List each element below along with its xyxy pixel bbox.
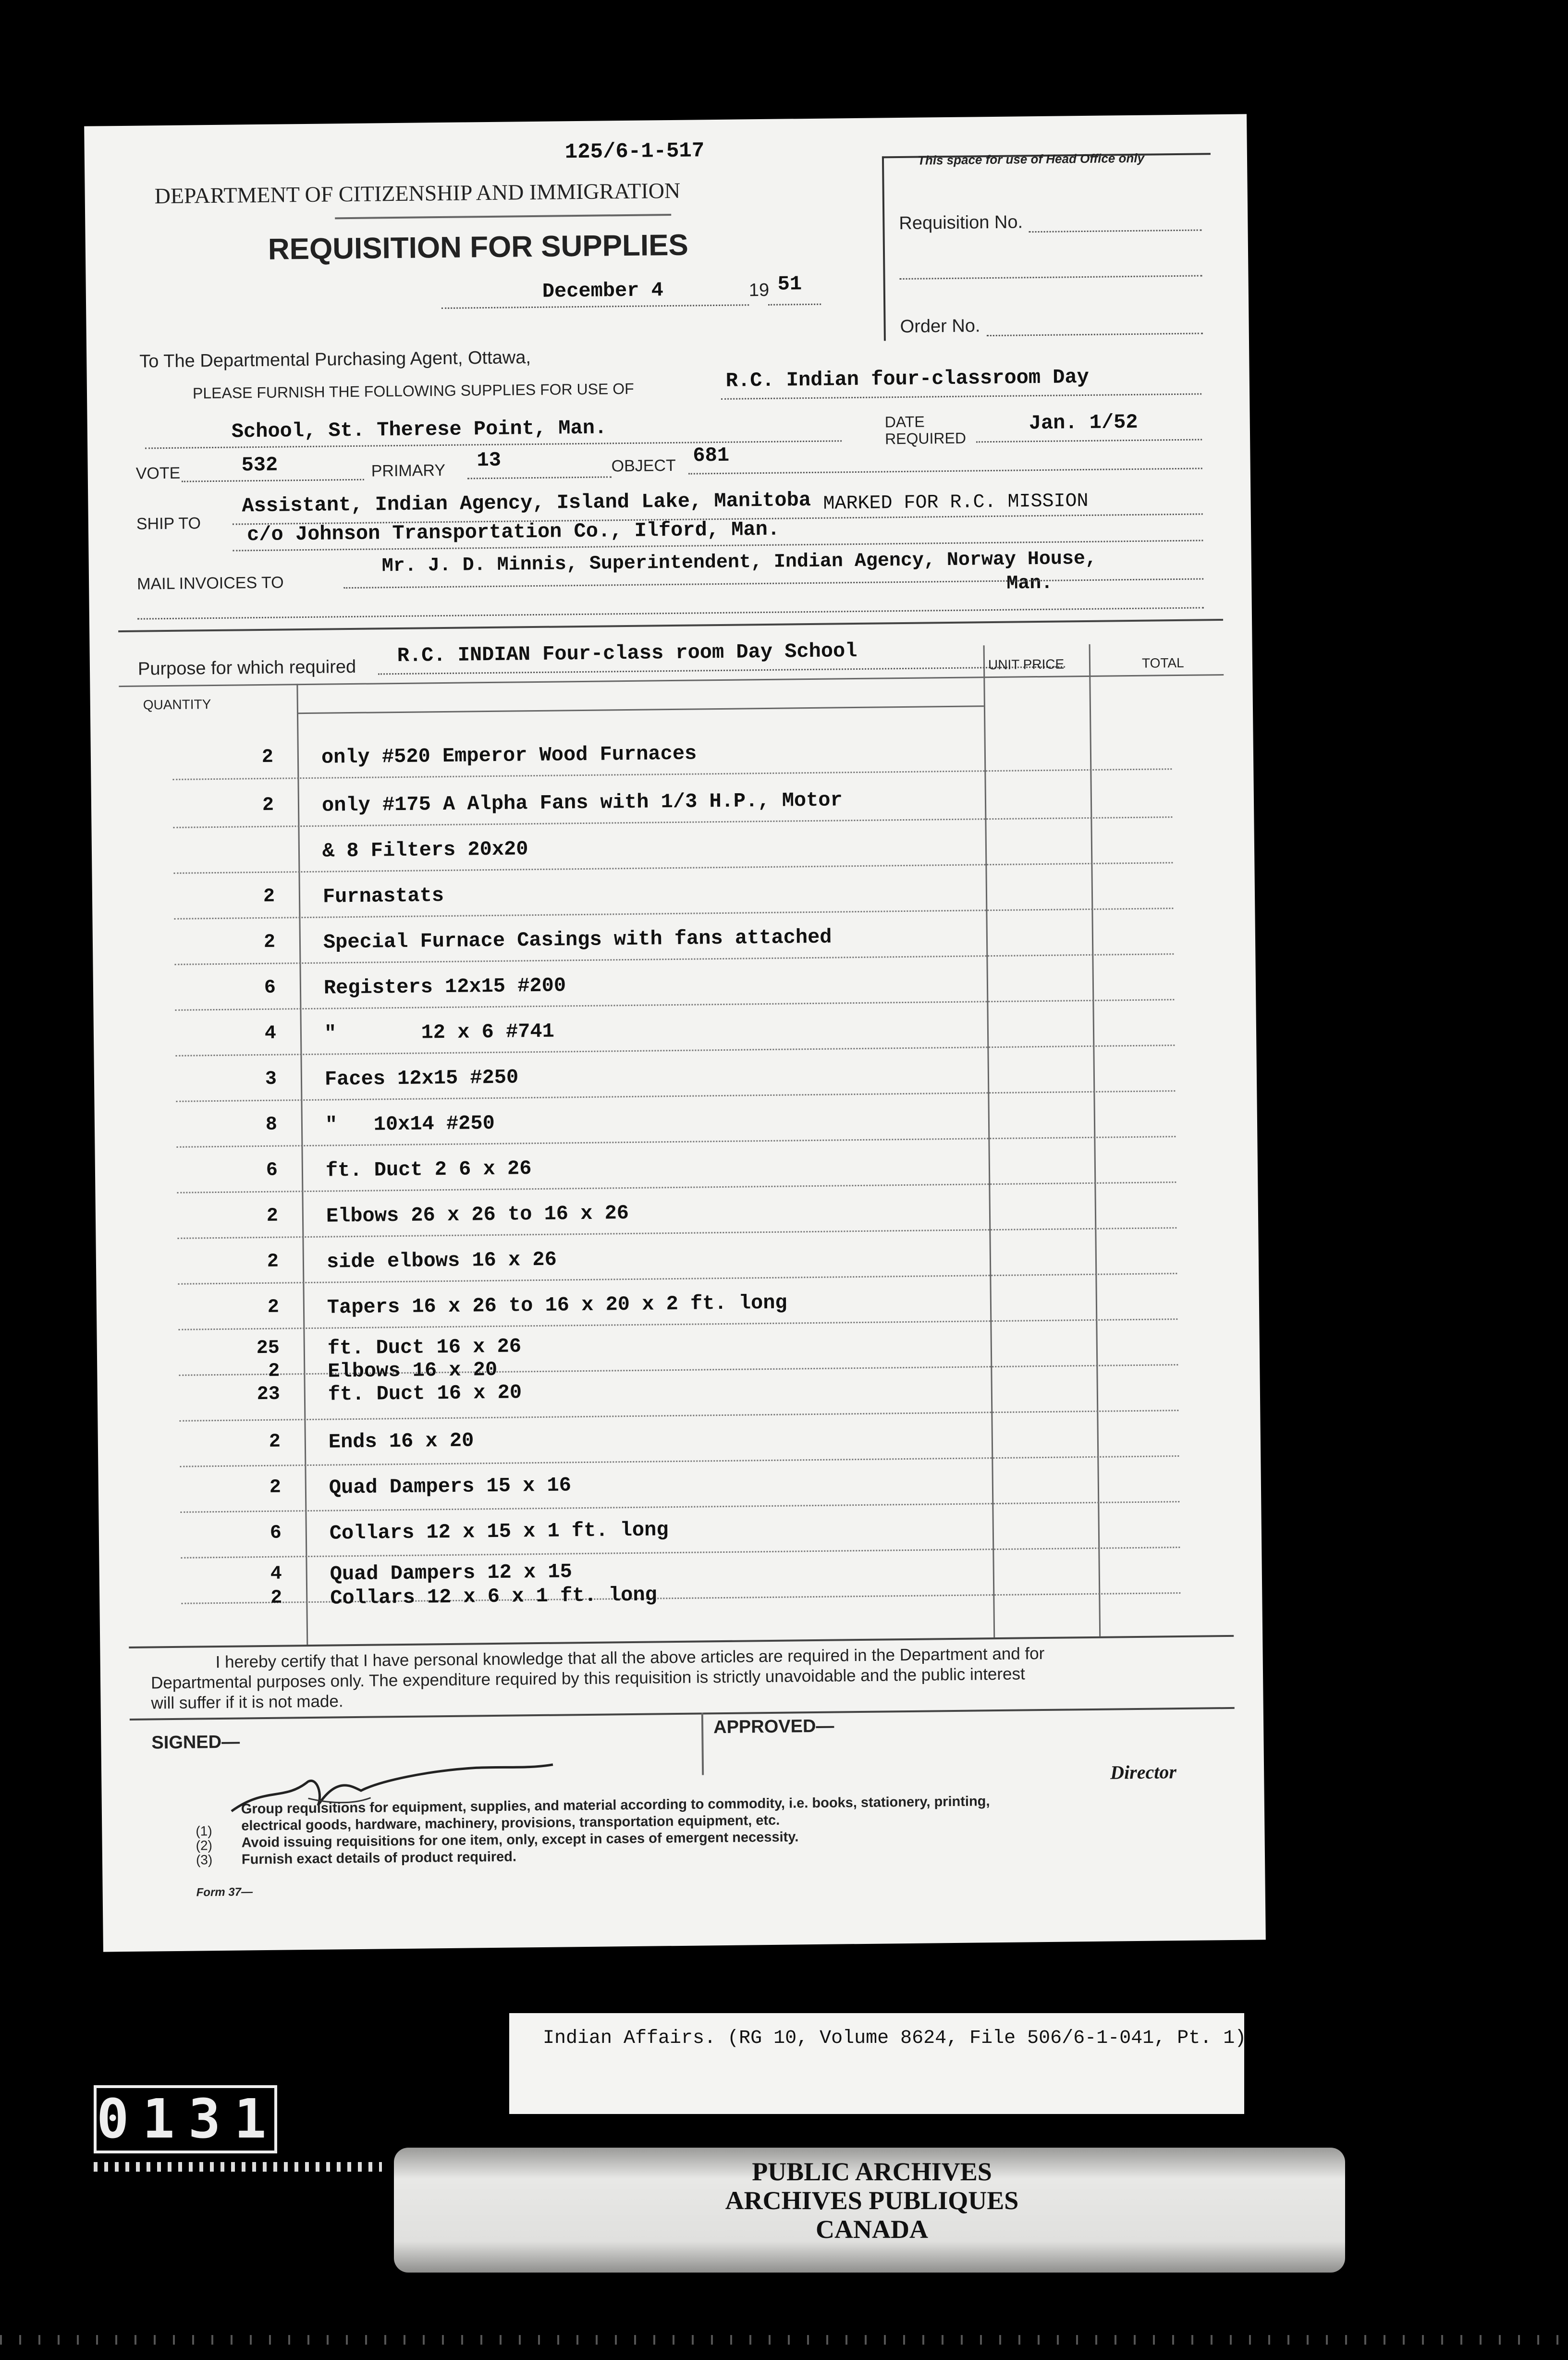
item-quantity: 2 <box>263 885 275 908</box>
date-day: December 4 <box>542 279 664 303</box>
item-quantity: 4 <box>270 1563 282 1585</box>
mail-invoices-line <box>343 578 1203 589</box>
archive-citation-strip <box>509 2013 1247 2114</box>
primary-value: 13 <box>477 448 502 472</box>
mail-invoices-value-1: Mr. J. D. Minnis, Superintendent, Indian Agency, Norway House, <box>381 548 1097 578</box>
item-quantity: 6 <box>266 1159 278 1181</box>
item-quantity: 2 <box>266 1205 279 1227</box>
item-description: only #520 Emperor Wood Furnaces <box>321 742 697 769</box>
archive-citation: Indian Affairs. (RG 10, Volume 8624, File 506/6-1-041, Pt. 1) <box>543 2028 1247 2049</box>
archives-stamp <box>644 2157 1100 2244</box>
note-1-number: (1) <box>196 1823 212 1839</box>
note-1-text-a: Group requisitions for equipment, supplies, and material according to commodity, i.e. books, stationery, printing, <box>241 1794 990 1817</box>
approved-label: APPROVED— <box>713 1716 834 1738</box>
purpose-value: R.C. INDIAN Four-class room Day School <box>397 639 858 668</box>
order-no-line <box>987 332 1203 336</box>
item-quantity: 2 <box>270 1587 282 1609</box>
item-quantity: 2 <box>263 931 276 953</box>
item-description: & 8 Filters 20x20 <box>322 837 528 863</box>
archives-line-1: PUBLIC ARCHIVES <box>752 2157 992 2186</box>
purpose-line <box>378 666 1065 675</box>
object-label: OBJECT <box>611 456 676 476</box>
form-number: Form 37— <box>196 1885 253 1899</box>
form-title: REQUISITION FOR SUPPLIES <box>268 228 689 266</box>
item-quantity: 2 <box>262 794 274 816</box>
frame-ticks <box>94 2162 382 2172</box>
col-unit-price: UNIT PRICE <box>988 656 1065 673</box>
item-quantity: 25 <box>256 1337 280 1360</box>
to-line: To The Departmental Purchasing Agent, Ottawa, <box>139 347 531 372</box>
item-quantity: 2 <box>268 1360 280 1382</box>
archives-stamp-band <box>394 2148 1345 2273</box>
note-3-number: (3) <box>196 1852 213 1868</box>
head-office-box <box>882 150 1213 341</box>
item-description: Quad Dampers 15 x 16 <box>329 1474 572 1500</box>
note-2-number: (2) <box>196 1838 213 1853</box>
date-required-label-2: REQUIRED <box>884 429 967 448</box>
col-quantity: QUANTITY <box>143 697 211 713</box>
item-description: Quad Dampers 12 x 15 <box>330 1560 573 1586</box>
date-required-label-1: DATE <box>884 413 925 431</box>
primary-label: PRIMARY <box>371 461 446 480</box>
purpose-label: Purpose for which required <box>137 656 356 679</box>
date-year-prefix: 19 <box>748 280 770 301</box>
vote-line <box>182 479 364 482</box>
row-rule <box>179 1410 1178 1422</box>
item-description: ft. Duct 16 x 20 <box>328 1381 522 1406</box>
order-no-label: Order No. <box>900 316 980 337</box>
head-office-caption: This space for use of Head Office only <box>917 150 1145 168</box>
requisition-no-label: Requisition No. <box>899 212 1023 234</box>
item-description: Collars 12 x 15 x 1 ft. long <box>329 1518 669 1545</box>
item-description: Tapers 16 x 26 to 16 x 20 x 2 ft. long <box>327 1291 787 1319</box>
furnish-label: PLEASE FURNISH THE FOLLOWING SUPPLIES FOR USE OF <box>192 380 634 402</box>
item-quantity: 8 <box>265 1114 278 1136</box>
item-quantity <box>178 840 274 841</box>
ship-to-value-1: Assistant, Indian Agency, Island Lake, Manitoba <box>242 488 811 518</box>
item-description: Furnastats <box>322 884 444 909</box>
requisition-no-line <box>1029 229 1202 233</box>
item-quantity: 2 <box>269 1476 282 1499</box>
item-description: Elbows 16 x 20 <box>328 1358 498 1383</box>
ship-to-mark: MARKED FOR R.C. MISSION <box>823 490 1089 515</box>
item-quantity: 2 <box>261 746 274 768</box>
ship-to-value-2: c/o Johnson Transportation Co., Ilford, Man. <box>246 517 780 547</box>
furnish-value-2: School, St. Therese Point, Man. <box>231 416 607 443</box>
item-quantity: 6 <box>264 977 276 999</box>
certification-line-3: will suffer if it is not made. <box>151 1692 343 1713</box>
table-bottom-rule <box>129 1635 1234 1648</box>
signed-label: SIGNED— <box>151 1732 240 1753</box>
item-description: Registers 12x15 #200 <box>323 974 566 1000</box>
item-quantity: 2 <box>267 1296 280 1318</box>
item-quantity: 4 <box>264 1022 277 1045</box>
vote-label: VOTE <box>135 464 181 483</box>
item-description: ft. Duct 2 6 x 26 <box>325 1157 532 1182</box>
requisition-no-line-2 <box>900 275 1202 280</box>
divider <box>335 214 671 219</box>
note-2-text: Avoid issuing requisitions for one item, only, except in cases of emergent necessity. <box>241 1829 799 1851</box>
item-quantity: 6 <box>270 1522 282 1544</box>
frame-number: 0131 <box>94 2085 277 2153</box>
signature-divider <box>701 1712 704 1775</box>
certification-line-1: I hereby certify that I have personal knowledge that all the above articles are required in the Department and for <box>215 1644 1045 1672</box>
item-description: " 12 x 6 #741 <box>324 1020 555 1045</box>
requisition-form <box>84 114 1266 1952</box>
item-description: Faces 12x15 #250 <box>324 1066 519 1091</box>
department-name: DEPARTMENT OF CITIZENSHIP AND IMMIGRATION <box>154 178 681 209</box>
item-description: Special Furnace Casings with fans attached <box>323 925 832 954</box>
mail-invoices-value-2: Man. <box>1006 572 1053 595</box>
item-quantity: 3 <box>265 1068 277 1090</box>
section-divider <box>118 619 1223 632</box>
item-description: ft. Duct 16 x 26 <box>327 1335 522 1360</box>
date-required-value: Jan. 1/52 <box>1029 410 1138 435</box>
furnish-value-1: R.C. Indian four-classroom Day <box>725 365 1090 393</box>
table-row <box>91 736 1254 791</box>
date-line <box>441 304 749 309</box>
date-year: 51 <box>777 272 802 296</box>
primary-line <box>467 476 612 479</box>
item-quantity: 23 <box>257 1383 281 1406</box>
archives-line-3: CANADA <box>816 2215 928 2244</box>
year-line <box>768 304 821 306</box>
header-underline <box>297 705 984 714</box>
item-quantity: 2 <box>267 1251 279 1273</box>
film-edge <box>0 2335 1568 2345</box>
certification-line-2: Departmental purposes only. The expenditure required by this requisition is strictly unavoidable and the public interest <box>150 1664 1025 1693</box>
object-line <box>688 467 1202 474</box>
vote-value: 532 <box>241 453 278 477</box>
item-description: " 10x14 #250 <box>325 1111 495 1137</box>
object-value: 681 <box>693 443 730 467</box>
mail-invoices-line-2 <box>137 607 1204 619</box>
furnish-line-1 <box>721 393 1201 399</box>
file-number: 125/6-1-517 <box>564 139 705 165</box>
mail-invoices-label: MAIL INVOICES TO <box>136 573 284 593</box>
col-total: TOTAL <box>1141 655 1184 671</box>
date-required-line <box>976 439 1202 442</box>
archives-line-2: ARCHIVES PUBLIQUES <box>725 2186 1019 2215</box>
director-label: Director <box>1110 1761 1177 1783</box>
item-quantity: 2 <box>269 1431 281 1453</box>
ship-to-label: SHIP TO <box>136 514 201 533</box>
item-description: Ends 16 x 20 <box>328 1429 474 1454</box>
note-3-text: Furnish exact details of product required. <box>241 1849 517 1868</box>
item-description: Collars 12 x 6 x 1 ft. long <box>330 1583 658 1610</box>
note-1-text-b: electrical goods, hardware, machinery, provisions, transportation equipment, etc. <box>241 1812 780 1834</box>
item-description: side elbows 16 x 26 <box>326 1248 557 1274</box>
item-description: Elbows 26 x 26 to 16 x 26 <box>326 1202 629 1228</box>
item-description: only #175 A Alpha Fans with 1/3 H.P., Motor <box>321 788 843 817</box>
